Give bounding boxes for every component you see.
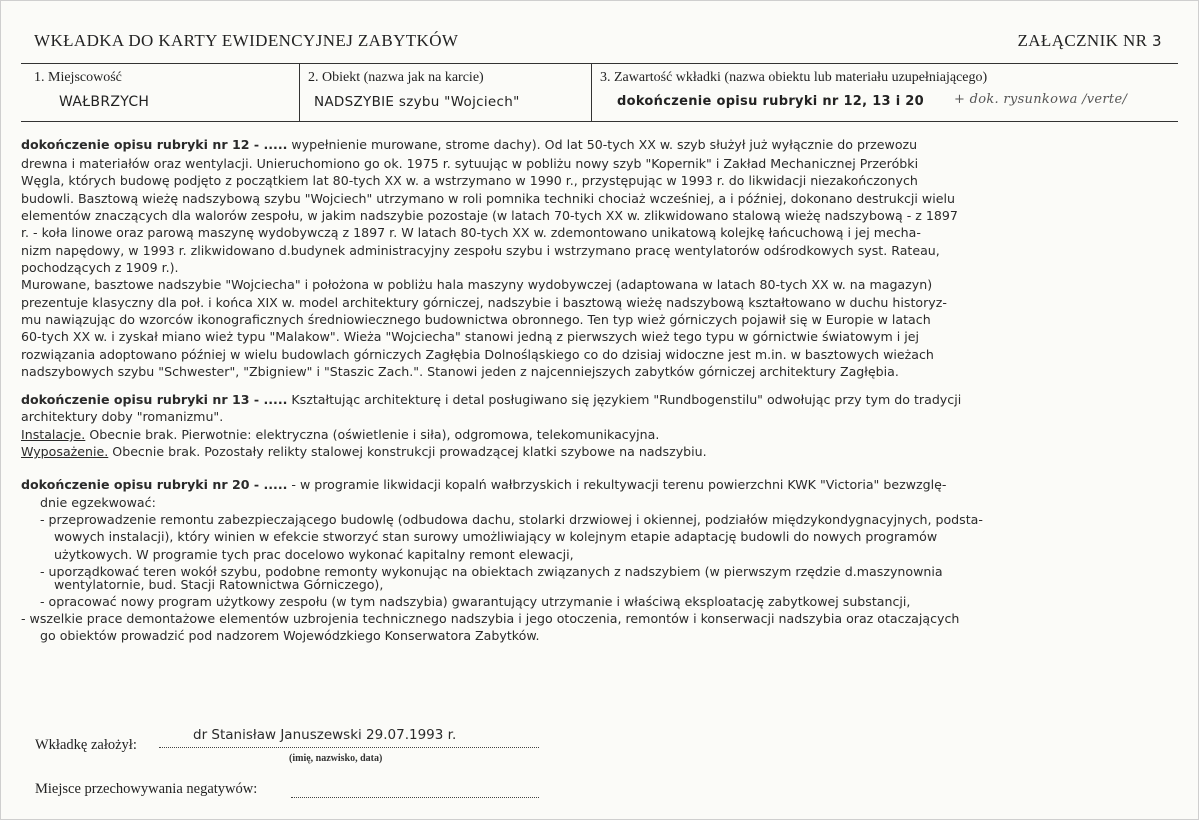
created-by-hint: (imię, nazwisko, data) [289,753,383,764]
section-13-equipment [21,444,707,459]
section-12-line-5: elementów znaczących dla walorów zespołu, w jakim nadszybie pozostaje (w latach 70-tych XX w. zlikwidowano stalową wieżę nadszybową - z 1897 [21,208,958,223]
section-20-line-3: - przeprowadzenie remontu zabezpieczającego budowlę (odbudowa dachu, stolarki drzwiowej i okiennej, podziałów międzykondygnacyjnych, podsta- [40,512,983,527]
section-20-line-6: - uporządkować teren wokół szybu, podobne remonty wykonując na obiektach związanych z nadszybiem (w pierwszym rzędzie d.maszynownia [40,564,943,579]
field-divider-2 [591,63,592,121]
section-13-line-2: architektury doby "romanizmu". [21,409,224,424]
section-12-line-1 [21,137,917,152]
attachment-number [1017,31,1162,51]
created-by-underline [159,747,539,748]
field-2-label: 2. Obiekt (nazwa jak na karcie) [308,70,484,85]
equipment-text: Obecnie brak. Pozostały relikty stalowej konstrukcji prowadzącej klatki szybowe na nadszybiu. [112,444,707,459]
section-20-line-2: dnie egzekwować: [40,495,156,510]
section-12-line-9: Murowane, basztowe nadszybie "Wojciecha" i położona w pobliżu hala maszyny wydobywczej (adaptowana w latach 80-tych XX w. na magazyn) [21,277,933,292]
section-20-text: - w programie likwidacji kopalń wałbrzyskich i rekultywacji terenu powierzchni KWK "Victoria" bezwzglę- [291,477,947,492]
field-3-handwritten-note: + dok. rysunkowa /verte/ [954,92,1128,107]
section-12-line-3: Węgla, których budowę podjęto z początkiem lat 80-tych XX w. a wstrzymano w 1990 r., przystępując w 1993 r. do likwidacji niezakończonych [21,173,918,188]
attachment-value: 3 [1152,32,1162,50]
section-12-line-12: 60-tych XX w. i zyskał miano wież typu "Malakow". Wieża "Wojciecha" stanowi jedną z pierwszych wież tego typu w górnictwie światowym i jej [21,329,920,344]
section-13-installations [21,427,659,442]
card-title: WKŁADKA DO KARTY EWIDENCYJNEJ ZABYTKÓW [34,31,459,50]
created-by-label: Wkładkę założył: [35,737,137,753]
section-20-line-8: - opracować nowy program użytkowy zespołu (w tym nadszybia) gwarantujący utrzymanie i właściwą eksploatację zabytkowej substancji, [40,594,911,609]
section-20-line-1 [21,477,946,492]
header-rule-bottom [21,121,1178,122]
section-12-line-2: drewna i materiałów oraz wentylacji. Unieruchomiono go ok. 1975 r. sytuując w pobliżu nowy szyb "Kopernik" i Zakład Mechanicznej Przeróbki [21,156,919,171]
section-13-text: Kształtując architekturę i detal posługiwano się językiem "Rundbogenstilu" odwołując przy tym do tradycji [291,392,962,407]
section-12-line-14: nadszybowych szybu "Schwester", "Zbigniew" i "Staszic Zach.". Stanowi jeden z najcenniejszych zabytków górniczej architektury Zagłębia. [21,364,899,379]
section-20-line-4: wowych instalacji), który winien w efekcie stworzyć stan surowy umożliwiający w kolejnym etapie adaptację budowli do nowych programów [54,529,938,544]
negatives-storage-underline [291,797,539,798]
installations-label: Instalacje. [21,427,86,442]
section-12-line-8: pochodzących z 1909 r.). [21,260,179,275]
equipment-label: Wyposażenie. [21,444,109,459]
attachment-label: ZAŁĄCZNIK NR [1017,31,1148,50]
section-20-line-10: go obiektów prowadzić pod nadzorem Wojewódzkiego Konserwatora Zabytków. [40,628,540,643]
section-12-line-6: r. - koła linowe oraz parową maszynę wydobywczą z 1897 r. W latach 80-tych XX w. zdemontowano unikatową kolejkę łańcuchową i jej mecha- [21,225,921,240]
field-1-label: 1. Miejscowość [34,70,122,85]
section-13-line-1 [21,392,961,407]
header-rule-top [21,63,1178,64]
field-2-value: NADSZYBIE szybu "Wojciech" [314,94,520,110]
field-3-value: dokończenie opisu rubryki nr 12, 13 i 20 [617,94,924,109]
section-12-line-7: nizm napędowy, w 1993 r. zlikwidowano d.budynek administracyjny zespołu szybu i wstrzymano pracę wentylatorów odśrodkowych syst. Rateau, [21,243,940,258]
field-3-label: 3. Zawartość wkładki (nazwa obiektu lub materiału uzupełniającego) [600,70,988,85]
section-12-line-11: mu nawiązując do wzorców ikonograficznych średniowiecznego budownictwa obronnego. Ten typ wież górniczych pojawił się w Europie w latach [21,312,931,327]
created-by-value: dr Stanisław Januszewski 29.07.1993 r. [193,727,457,743]
negatives-storage-label: Miejsce przechowywania negatywów: [35,781,258,797]
field-1-value: WAŁBRZYCH [59,94,150,110]
installations-text: Obecnie brak. Pierwotnie: elektryczna (oświetlenie i siła), odgromowa, telekomunikacyjna. [89,427,660,442]
section-13-heading: dokończenie opisu rubryki nr 13 - ..... [21,392,288,407]
section-12-heading: dokończenie opisu rubryki nr 12 - ..... [21,137,288,152]
section-20-line-5: użytkowych. W programie tych prac docelowo wykonać kapitalny remont elewacji, [54,547,574,562]
section-12-line-13: rozwiązania adoptowano później w wielu budowlach górniczych Zagłębia Dolnośląskiego co do dzisiaj widoczne jest m.in. w basztowych wieżach [21,347,934,362]
section-20-heading: dokończenie opisu rubryki nr 20 - ..... [21,477,288,492]
section-20-line-7: wentylatornie, bud. Stacji Ratownictwa Górniczego), [54,577,384,592]
section-12-line-10: prezentuje klasyczny dla poł. i końca XIX w. model architektury górniczej, nadszybie i basztową wieżę nadszybową kształtowano w duchu historyz- [21,295,947,310]
section-20-line-9: - wszelkie prace demontażowe elementów uzbrojenia technicznego nadszybia i jego otoczenia, remontów i konserwacji nadszybia oraz otaczających [21,611,960,626]
section-12-text: wypełnienie murowane, strome dachy). Od lat 50-tych XX w. szyb służył już wyłącznie do przewozu [291,137,918,152]
field-divider-1 [299,63,300,121]
section-12-line-4: budowli. Basztową wieżę nadszybową szybu "Wojciech" utrzymano w roli pomnika techniki chociaż wcześniej, a i później, dokonano destrukcji wielu [21,191,955,206]
